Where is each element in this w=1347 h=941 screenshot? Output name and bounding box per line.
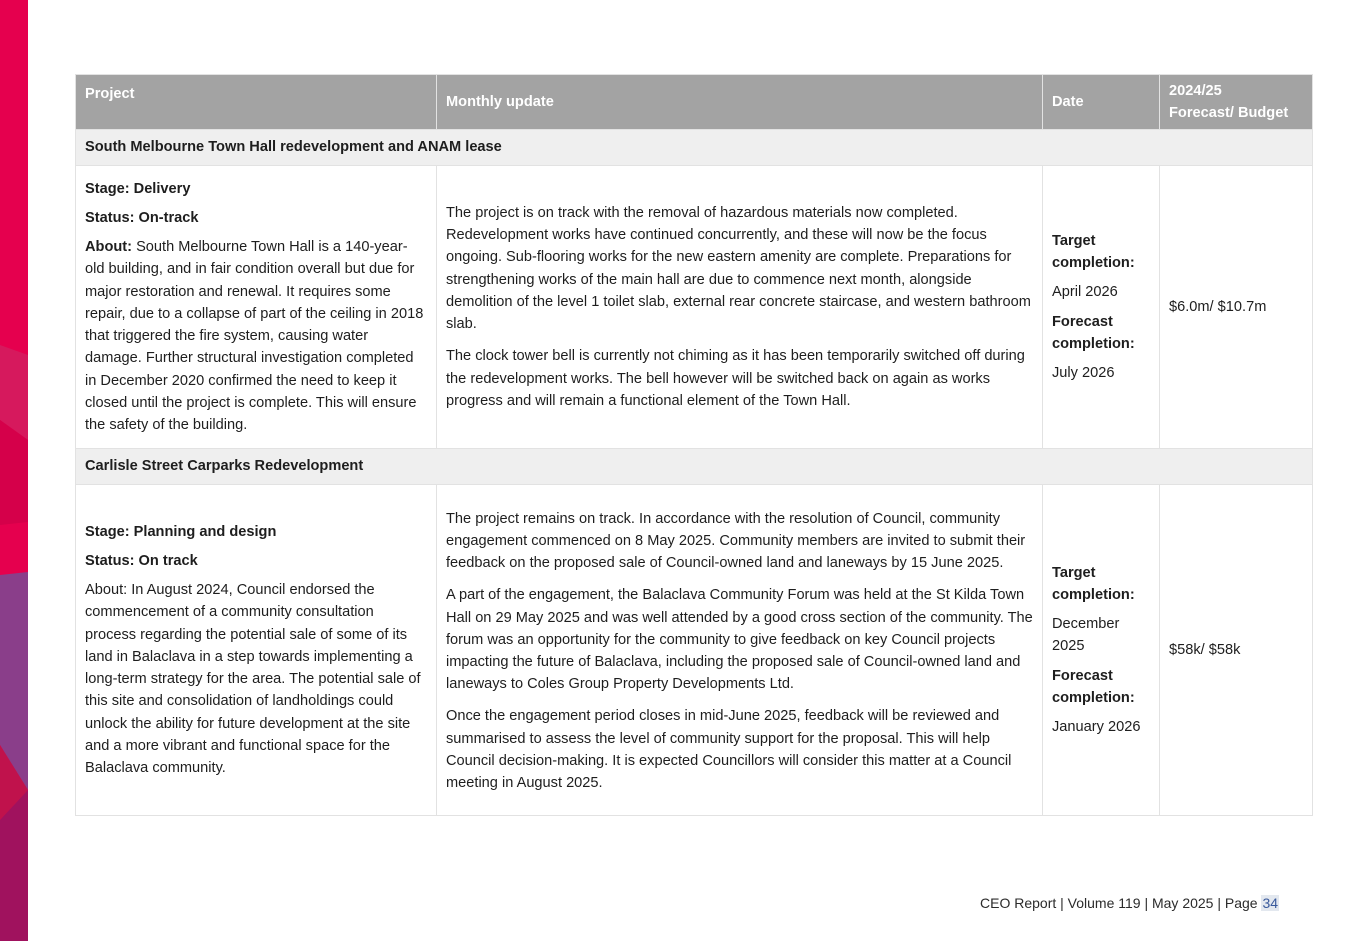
- project-title-row: [76, 130, 1313, 166]
- forecast-value: July 2026: [1052, 364, 1115, 381]
- header-date: Date: [1043, 75, 1160, 130]
- page-footer: [980, 895, 1279, 911]
- project-details: [76, 166, 437, 449]
- update-paragraph: A part of the engagement, the Balaclava Community Forum was held at the St Kilda Town Hall on 29 May 2025 and was well attended by a good cross section of the community. The forum was an opportunity for the community to give feedback on key Council projects impacting the future of Balaclava, including the proposed sale of Council-owned land and laneways to Coles Group Property Developments Ltd.: [446, 587, 1033, 693]
- budget-cell: $58k/ $58k: [1160, 485, 1313, 816]
- project-status: Status: On-track: [85, 210, 199, 227]
- page-number: 34: [1262, 895, 1279, 911]
- date-cell: [1043, 166, 1160, 449]
- header-project: Project: [76, 75, 437, 130]
- monthly-update-cell: [437, 485, 1043, 816]
- header-monthly-update: Monthly update: [437, 75, 1043, 130]
- forecast-value: January 2026: [1052, 719, 1141, 735]
- decorative-side-band: [0, 0, 28, 941]
- update-paragraph: Once the engagement period closes in mid-June 2025, feedback will be reviewed and summarised to assess the level of community support for the proposal. This will help Council decision-making. It is expected Councillors will consider this matter at a Council meeting in August 2025.: [446, 708, 1012, 792]
- monthly-update-cell: [437, 166, 1043, 449]
- projects-table: [75, 74, 1313, 816]
- project-title: Carlisle Street Carparks Redevelopment: [76, 449, 1313, 485]
- footer-text: CEO Report | Volume 119 | May 2025 | Page: [980, 895, 1262, 911]
- project-about: [85, 236, 427, 436]
- header-budget: [1160, 75, 1313, 130]
- target-value: April 2026: [1052, 284, 1118, 301]
- update-paragraph: The project remains on track. In accordance with the resolution of Council, community engagement commenced on 8 May 2025. Community members are invited to submit their feedback on the proposed sale of Council-owned land and laneways by 15 June 2025.: [446, 510, 1026, 572]
- project-stage: Stage: Planning and design: [85, 523, 277, 540]
- table-header-row: [76, 75, 1313, 130]
- date-cell: [1043, 485, 1160, 816]
- table-row: [76, 485, 1313, 816]
- forecast-label: Forecast completion:: [1052, 313, 1135, 352]
- project-stage: Stage: Delivery: [85, 180, 191, 197]
- about-text: South Melbourne Town Hall is a 140-year-old building, and in fair condition overall but due for major restoration and renewal. It requires some repair, due to a collapse of part of the ceiling in 2018 that triggered the fire system, causing water damage. Further structural investigation completed in December 2020 confirmed the need to keep it closed until the project is complete. This will ensure the safety of the building.: [85, 239, 424, 433]
- project-status: Status: On track: [85, 553, 198, 570]
- header-budget-line1: 2024/25: [1169, 83, 1222, 99]
- project-title: South Melbourne Town Hall redevelopment and ANAM lease: [76, 130, 1313, 166]
- target-label: Target completion:: [1052, 564, 1135, 603]
- about-label: About:: [85, 239, 133, 256]
- update-paragraph: The clock tower bell is currently not chiming as it has been temporarily switched off during the redevelopment works. The bell however will be switched back on again as works progress and will remain a functional element of the Town Hall.: [446, 348, 1025, 409]
- header-budget-line2: Forecast/ Budget: [1169, 105, 1289, 121]
- forecast-label: Forecast completion:: [1052, 667, 1135, 706]
- table-row: [76, 166, 1313, 449]
- project-about: About: In August 2024, Council endorsed the commencement of a community consultation process regarding the potential sale of some of its land in Balaclava in a step towards implementing a long-term strategy for the area. The potential sale of this site and consolidation of landholdings could unlock the ability for future development at the site and a more vibrant and functional space for the Balaclava community.: [85, 582, 421, 776]
- project-details: [76, 485, 437, 816]
- update-paragraph: The project is on track with the removal of hazardous materials now completed. Redevelopment works have continued concurrently, and these will now be the focus ongoing. Sub-flooring works for the new eastern amenity are complete. Preparations for strengthening works of the main hall are due to commence next month, alongside demolition of the level 1 toilet slab, external rear concrete staircase, and western bathroom slab.: [446, 205, 1031, 333]
- side-band-shapes: [0, 0, 28, 941]
- project-title-row: [76, 449, 1313, 485]
- budget-cell: $6.0m/ $10.7m: [1160, 166, 1313, 449]
- target-label: Target completion:: [1052, 232, 1135, 272]
- target-value: December 2025: [1052, 616, 1120, 655]
